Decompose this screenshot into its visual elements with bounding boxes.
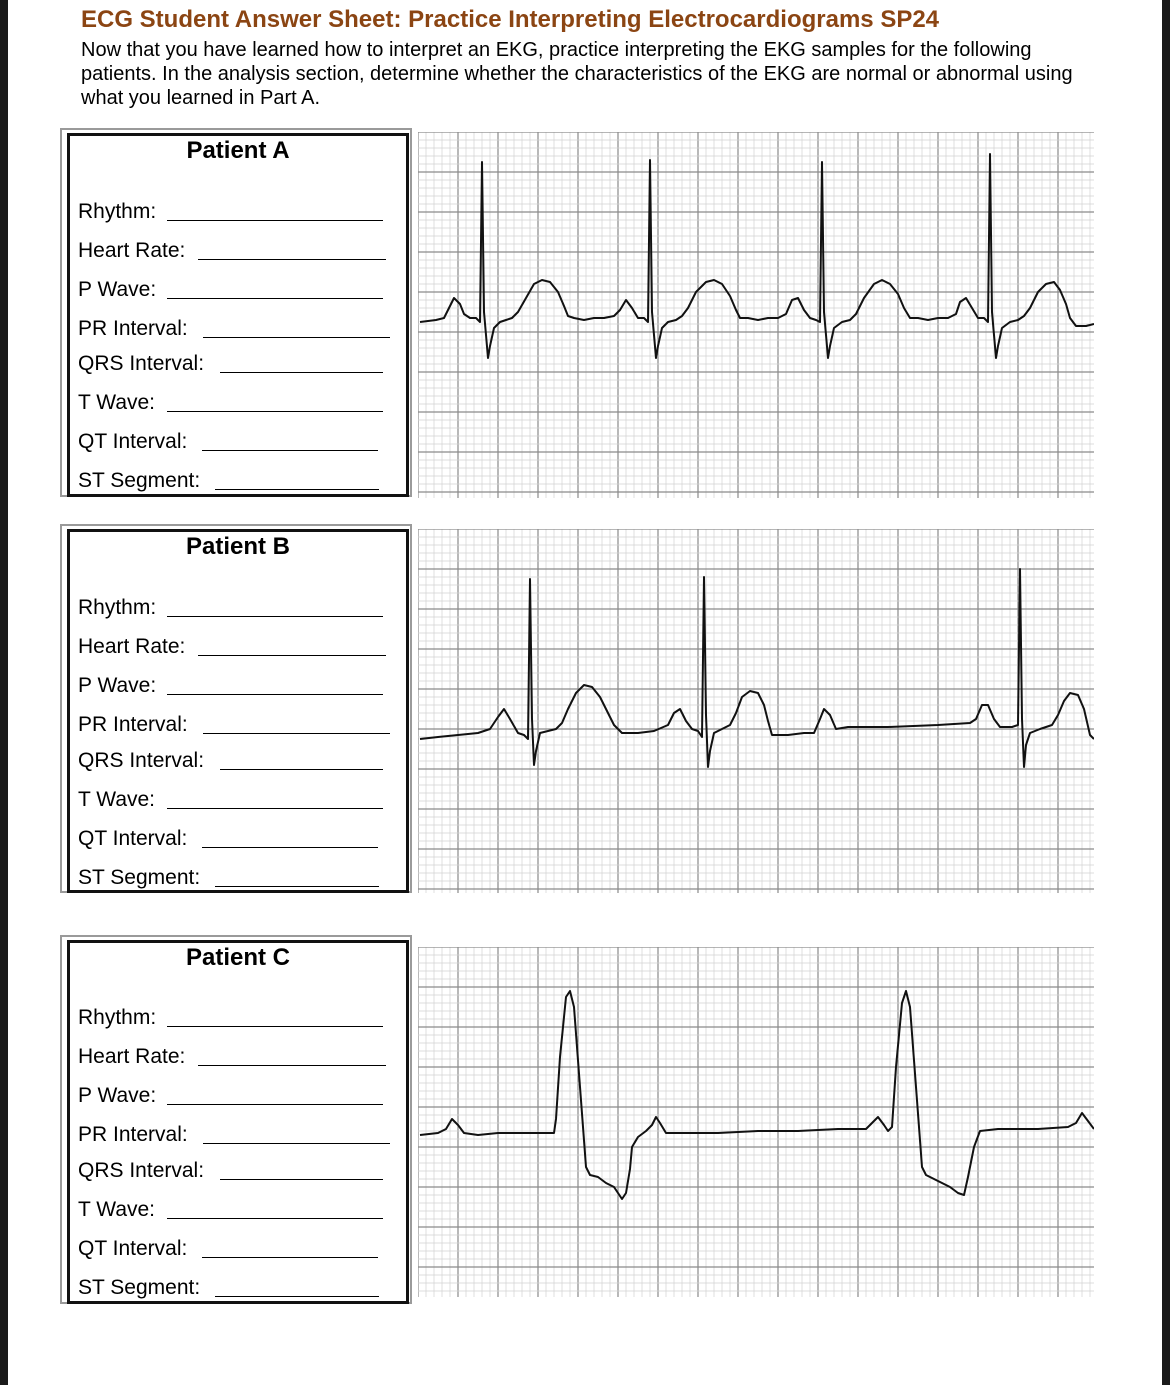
rhythm-answer-line[interactable] xyxy=(167,220,383,221)
p-wave-answer-line[interactable] xyxy=(167,694,383,695)
intro-text: Now that you have learned how to interpret an EKG, practice interpreting the EKG samples for the following patients. In the analysis section, determine whether the characteristics of the EKG are normal or abnormal using what you learned in Part A. xyxy=(81,39,1073,109)
qt-interval-answer-line[interactable] xyxy=(202,1257,378,1258)
t-wave-answer-line[interactable] xyxy=(167,411,383,412)
st-segment-answer-line[interactable] xyxy=(215,886,379,887)
patient-c-form xyxy=(67,940,409,1304)
heart-rate-label: Heart Rate: xyxy=(78,1045,186,1068)
qrs-interval-label: QRS Interval: xyxy=(78,352,205,375)
st-segment-label: ST Segment: xyxy=(78,1276,201,1299)
p-wave-answer-line[interactable] xyxy=(167,298,383,299)
right-border xyxy=(1162,0,1170,1385)
pr-interval-answer-line[interactable] xyxy=(203,733,390,734)
patient-b-form xyxy=(67,529,409,893)
rhythm-label: Rhythm: xyxy=(78,596,157,619)
patient-b-title: Patient B xyxy=(185,533,290,560)
ecg-grid xyxy=(418,947,1094,1297)
st-segment-answer-line[interactable] xyxy=(215,489,379,490)
t-wave-answer-line[interactable] xyxy=(167,1218,383,1219)
qt-interval-answer-line[interactable] xyxy=(202,847,378,848)
patient-a-card xyxy=(60,128,412,497)
p-wave-label: P Wave: xyxy=(78,278,157,301)
ecg-strip-b-graphic xyxy=(418,529,1094,893)
ecg-strip-c-graphic xyxy=(418,947,1094,1297)
heart-rate-label: Heart Rate: xyxy=(78,239,186,262)
patient-b-card xyxy=(60,524,412,893)
qrs-interval-label: QRS Interval: xyxy=(78,749,205,772)
ecg-strip-a-graphic xyxy=(418,132,1094,498)
qrs-interval-answer-line[interactable] xyxy=(220,769,383,770)
left-border xyxy=(0,0,8,1385)
st-segment-answer-line[interactable] xyxy=(215,1296,379,1297)
heart-rate-answer-line[interactable] xyxy=(198,259,386,260)
heart-rate-answer-line[interactable] xyxy=(198,655,386,656)
qrs-interval-answer-line[interactable] xyxy=(220,1179,383,1180)
page-title: ECG Student Answer Sheet: Practice Interpreting Electrocardiograms SP24 xyxy=(81,6,940,33)
st-segment-label: ST Segment: xyxy=(78,469,201,492)
st-segment-label: ST Segment: xyxy=(78,866,201,889)
p-wave-label: P Wave: xyxy=(78,674,157,697)
qt-interval-label: QT Interval: xyxy=(78,1237,188,1260)
qrs-interval-answer-line[interactable] xyxy=(220,372,383,373)
pr-interval-label: PR Interval: xyxy=(78,317,188,340)
t-wave-label: T Wave: xyxy=(78,788,156,811)
patient-c-title: Patient C xyxy=(185,944,290,971)
heart-rate-answer-line[interactable] xyxy=(198,1065,386,1066)
rhythm-answer-line[interactable] xyxy=(167,616,383,617)
rhythm-label: Rhythm: xyxy=(78,1006,157,1029)
t-wave-answer-line[interactable] xyxy=(167,808,383,809)
qt-interval-answer-line[interactable] xyxy=(202,450,378,451)
ecg-grid xyxy=(418,529,1094,893)
pr-interval-label: PR Interval: xyxy=(78,713,188,736)
t-wave-label: T Wave: xyxy=(78,1198,156,1221)
t-wave-label: T Wave: xyxy=(78,391,156,414)
patient-a-title: Patient A xyxy=(186,137,290,164)
patient-a-form xyxy=(67,133,409,497)
heart-rate-label: Heart Rate: xyxy=(78,635,186,658)
ecg-strip-patient-b xyxy=(418,529,1094,893)
rhythm-answer-line[interactable] xyxy=(167,1026,383,1027)
p-wave-label: P Wave: xyxy=(78,1084,157,1107)
ecg-trace xyxy=(420,991,1094,1199)
pr-interval-label: PR Interval: xyxy=(78,1123,188,1146)
ecg-strip-patient-c xyxy=(418,947,1094,1297)
qt-interval-label: QT Interval: xyxy=(78,827,188,850)
ecg-strip-patient-a xyxy=(418,132,1094,498)
qrs-interval-label: QRS Interval: xyxy=(78,1159,205,1182)
ecg-trace xyxy=(420,154,1094,358)
p-wave-answer-line[interactable] xyxy=(167,1104,383,1105)
pr-interval-answer-line[interactable] xyxy=(203,1143,390,1144)
pr-interval-answer-line[interactable] xyxy=(203,337,390,338)
qt-interval-label: QT Interval: xyxy=(78,430,188,453)
rhythm-label: Rhythm: xyxy=(78,200,157,223)
patient-c-card xyxy=(60,935,412,1304)
